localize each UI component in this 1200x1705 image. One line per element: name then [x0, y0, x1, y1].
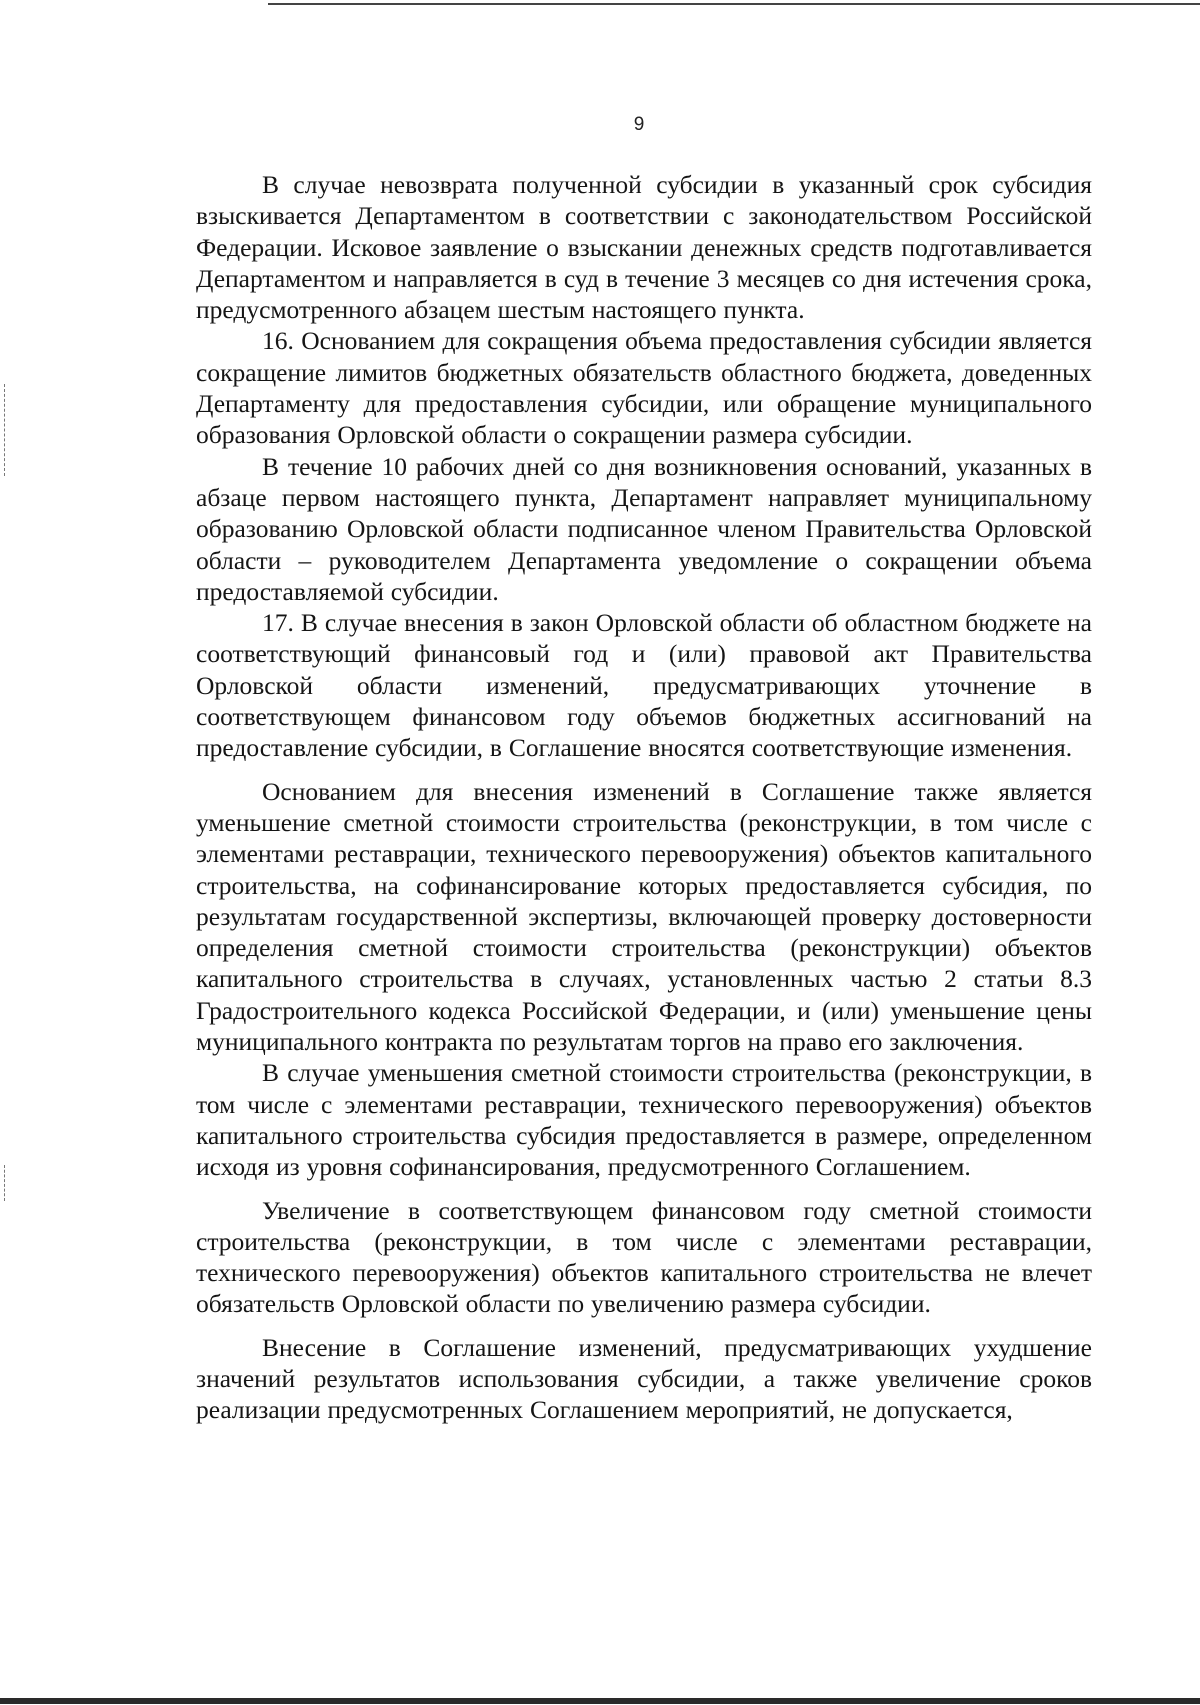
paragraph-subsidy-recovery: В случае невозврата полученной субсидии в указанный срок субсидия взыскивается Департаментом в соответствии с законодательством Российской Федерации. Исковое заявление о взыскании денежных средств подготавливается Департаментом и направляется в суд в течение 3 месяцев со дня истечения срока, предусмотренного абзацем шестым настоящего пункта.	[196, 170, 1092, 325]
scan-top-edge-line	[268, 3, 1200, 5]
paragraph-cost-increase: Увеличение в соответствующем финансовом году сметной стоимости строительства (реконструкции, в том числе с элементами реставрации, технического перевооружения) объектов капитального строительства не влечет обязательств Орловской области по увеличению размера субсидии.	[196, 1195, 1092, 1319]
page-number: 9	[633, 114, 645, 135]
paragraph-agreement-change-grounds: Основанием для внесения изменений в Соглашение также является уменьшение сметной стоимости строительства (реконструкции, в том числе с элементами реставрации, технического перевооружения) объектов капитального строительства, на софинансирование которых предоставляется субсидия, по результатам государственной экспертизы, включающей проверку достоверности определения сметной стоимости строительства (реконструкции) объектов капитального строительства в случаях, установленных частью 2 статьи 8.3 Градостроительного кодекса Российской Федерации, и (или) уменьшение цены муниципального контракта по результатам торгов на право его заключения.	[196, 776, 1092, 1057]
paragraph-cost-reduction: В случае уменьшения сметной стоимости строительства (реконструкции, в том числе с элементами реставрации, технического перевооружения) объектов капитального строительства субсидия предоставляется в размере, определенном исходя из уровня софинансирования, предусмотренного Соглашением.	[196, 1058, 1092, 1182]
paragraph-worsening-prohibited: Внесение в Соглашение изменений, предусматривающих ухудшение значений результатов использования субсидии, а также увеличение сроков реализации предусмотренных Соглашением мероприятий, не допускается,	[196, 1332, 1092, 1425]
paragraph-item-16: 16. Основанием для сокращения объема предоставления субсидии является сокращение лимитов бюджетных обязательств областного бюджета, доведенных Департаменту для предоставления субсидии, или обращение муниципального образования Орловской области о сокращении размера субсидии.	[196, 326, 1092, 450]
scan-left-margin-mark	[4, 384, 6, 476]
scan-left-margin-mark	[4, 1165, 6, 1201]
paragraph-item-17: 17. В случае внесения в закон Орловской области об областном бюджете на соответствующий финансовый год и (или) правовой акт Правительства Орловской области изменений, предусматривающих уточнение в соответствующем финансовом году объемов бюджетных ассигнований на предоставление субсидии, в Соглашение вносятся соответствующие изменения.	[196, 608, 1092, 763]
document-body	[196, 169, 1092, 1426]
paragraph-reduction-notice: В течение 10 рабочих дней со дня возникновения оснований, указанных в абзаце первом настоящего пункта, Департамент направляет муниципальному образованию Орловской области подписанное членом Правительства Орловской области – руководителем Департамента уведомление о сокращении объема предоставляемой субсидии.	[196, 451, 1092, 606]
scan-bottom-edge-line	[0, 1698, 1200, 1704]
